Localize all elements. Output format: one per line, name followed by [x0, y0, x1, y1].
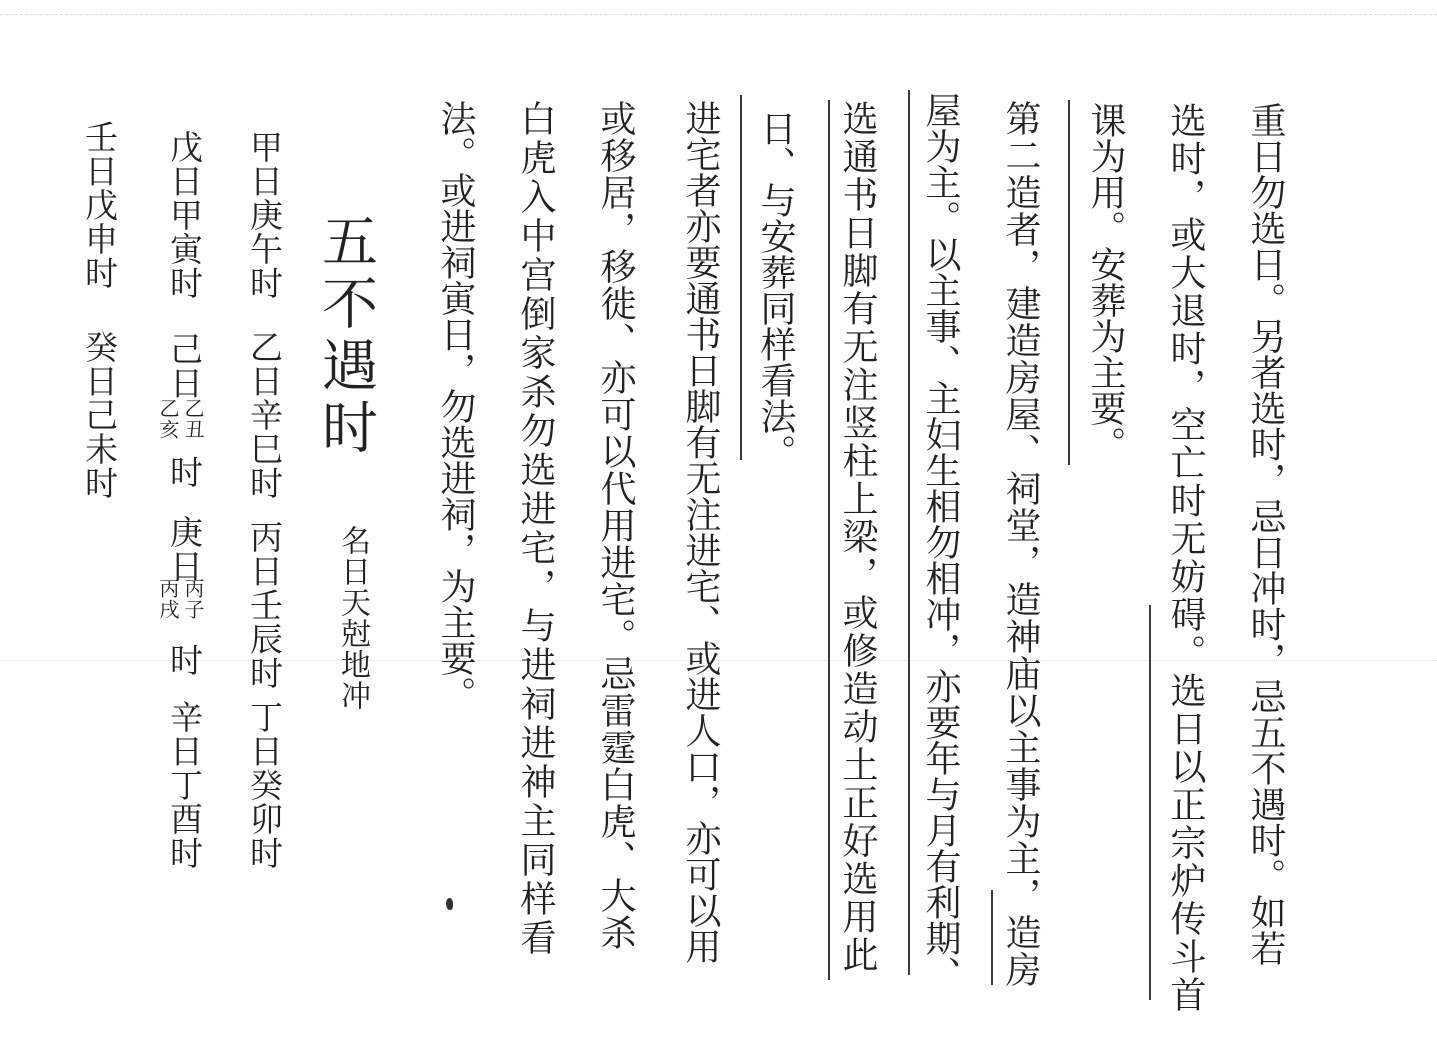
column-divider-line — [1149, 605, 1151, 1000]
column-divider-line — [740, 95, 742, 460]
text-column: 第二造者，建造房屋、祠堂，造神庙以主事为主，造房 — [1000, 100, 1041, 988]
text-column: 屋为主。以主事、主妇生相勿相冲，亦要年与月有利期、 — [920, 92, 961, 992]
text-column: 进宅者亦要通书日脚有无注进宅、或进人口，亦可以用 — [680, 100, 721, 964]
hour-option: 乙亥 — [156, 398, 180, 440]
text-column: 课为用。安葬为主要。 — [1085, 102, 1126, 462]
hour-entry: 癸日己未时 — [80, 330, 119, 500]
hour-option: 乙丑 — [181, 398, 205, 440]
hour-entry: 丁日癸卯时 — [245, 700, 284, 870]
hour-option: 丙戌 — [156, 578, 180, 620]
text-column: 或移居，移徙、亦可以代用进宅。忌雷霆白虎、大杀 — [595, 100, 636, 951]
text-column: 重日勿选日。另者选时，忌日冲时，忌五不遇时。如若 — [1245, 102, 1286, 966]
hour-entry: 戊日甲寅时 — [165, 130, 204, 300]
section-note: 名日天尅地冲 — [335, 525, 370, 711]
column-divider-line — [1068, 100, 1070, 465]
column-divider-line — [991, 890, 993, 985]
hour-entry-day: 己日 — [165, 332, 204, 400]
text-column: 选时，或大退时，空亡时无妨碍。选日以正宗炉传斗首 — [1165, 102, 1206, 1014]
hour-entry-suffix: 时 — [165, 455, 204, 489]
column-divider-line — [908, 90, 910, 975]
hour-entry: 乙日辛巳时 — [245, 330, 284, 500]
section-title: 五不遇时 — [313, 212, 378, 460]
hour-entry-day: 庚日 — [165, 515, 204, 583]
column-divider-line — [828, 100, 830, 980]
hour-entry: 壬日戊申时 — [80, 120, 119, 290]
text-column: 法。或进祠寅日，勿选进祠，为主要。 — [435, 100, 476, 712]
hour-entry: 辛日丁酉时 — [165, 700, 204, 870]
ink-mark — [446, 898, 453, 910]
text-column: 日、与安葬同样看法。 — [755, 110, 796, 470]
hour-entry: 甲日庚午时 — [245, 130, 284, 300]
text-column: 白虎入中宫倒家杀勿选进宅，与进祠进神主同样看 — [515, 100, 556, 958]
hour-entry: 丙日壬辰时 — [245, 520, 284, 690]
text-column: 选通书日脚有无注竖柱上梁，或修造动土正好选用此 — [837, 100, 878, 974]
hour-option: 丙子 — [181, 578, 205, 620]
hour-entry-suffix: 时 — [165, 643, 204, 677]
scan-artifact-line — [0, 14, 1437, 15]
